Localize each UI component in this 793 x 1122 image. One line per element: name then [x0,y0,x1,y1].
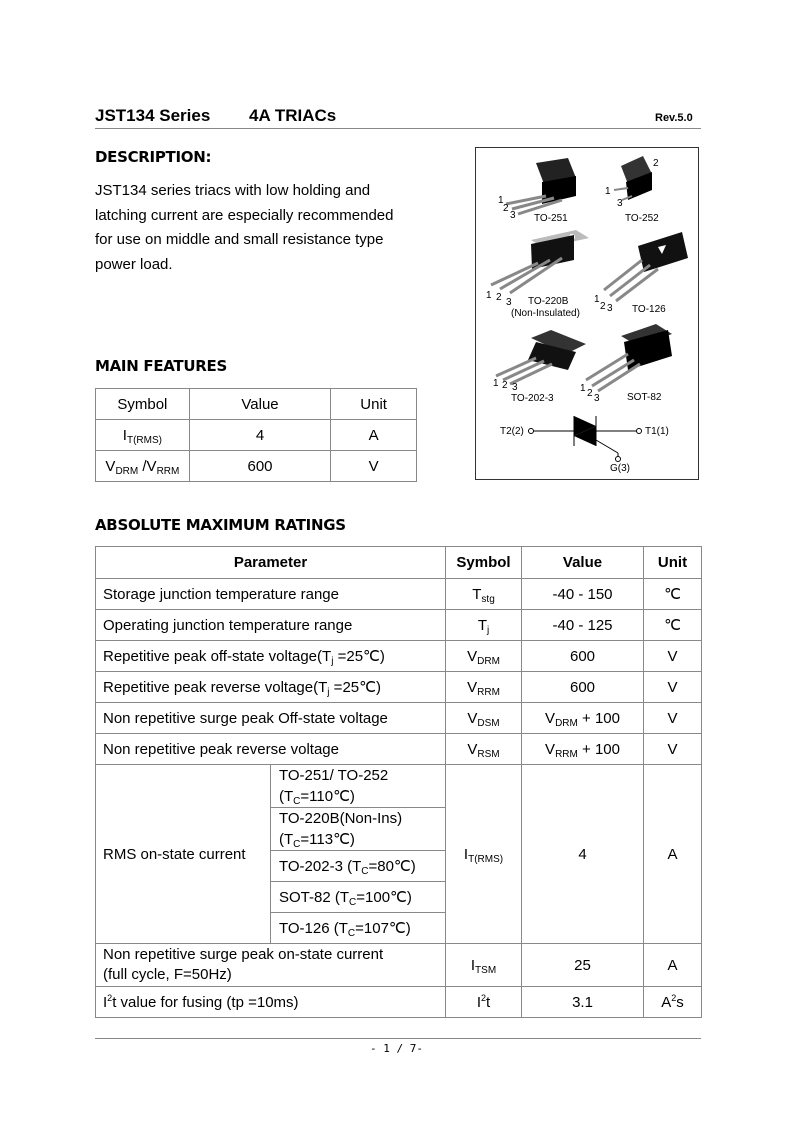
description-text [95,179,440,277]
value-cell: $V_{RRM} + 100$ [522,734,644,765]
value-cell: -40 - 150 [522,579,644,610]
symbol-cell: $T_j$ [446,610,522,641]
table-header-row [96,389,417,420]
unit-cell: V [644,703,702,734]
column-header: Unit [331,389,417,420]
unit-cell: $A^2s$ [644,987,702,1018]
pin-label: 2 [502,380,508,391]
pin-label: 3 [607,303,613,314]
absolute-max-ratings-table [95,546,702,1018]
value-cell: 4 [522,765,644,944]
pin-label: 1 [594,294,600,305]
terminal-gate-label: G(3) [610,463,630,474]
column-header: Parameter [96,547,446,579]
unit-cell: ℃ [644,610,702,641]
unit-cell: V [644,672,702,703]
unit-cell: A [331,420,417,451]
condition-cell: SOT-82 $(T_C=100℃)$ [271,882,446,913]
parameter-cell: Non repetitive surge peak Off-state voltage [96,703,446,734]
parameter-cell: Operating junction temperature range [96,610,446,641]
table-row [96,672,702,703]
absolute-max-ratings-heading: ABSOLUTE MAXIMUM RATINGS [95,516,346,534]
unit-cell: V [331,451,417,482]
parameter-cell: Repetitive peak off-state $voltage(T_j$ =25℃) [96,641,446,672]
document-series-title: JST134 Series [95,106,211,125]
value-cell: -40 - 125 [522,610,644,641]
pin-label: 3 [506,297,512,308]
table-row [96,641,702,672]
terminal-t1-label: T1(1) [645,426,669,437]
condition-cell: TO-202-3 $(T_C=80℃)$ [271,851,446,882]
pin-label: 3 [512,382,518,393]
description-line: power load. [95,255,173,273]
pin-label: 1 [486,290,492,301]
condition-cell: TO-220B(Non-Ins) $(T_C=113℃)$ [271,808,446,851]
pin-label: 2 [653,158,659,169]
column-header: Unit [644,547,702,579]
description-line: latching current are especially recommended [95,206,394,224]
revision-label: Rev.5.0 [655,112,693,124]
parameter-cell: Repetitive peak reverse $voltage(T_j$ =25℃) [96,672,446,703]
parameter-cell: $I^2t$ value for fusing (tp =10ms) [96,987,446,1018]
pin-label: 2 [600,301,606,312]
table-row [96,579,702,610]
parameter-cell: RMS on-state current [96,765,271,944]
to-251-package-icon [506,158,576,214]
value-cell: 4 [189,420,330,451]
package-outline-figure [475,147,699,480]
table-row [96,610,702,641]
column-header: Value [522,547,644,579]
to-252-package-icon [614,156,652,200]
value-cell: $V_{DRM} + 100$ [522,703,644,734]
to-220b-note: (Non-Insulated) [511,308,580,319]
unit-cell: V [644,734,702,765]
pin-label: 1 [580,383,586,394]
table-row [96,420,417,451]
footer-rule [95,1038,701,1039]
description-line: for use on middle and small resistance type [95,231,384,248]
pin-label: 2 [587,388,593,399]
pin-label: 1 [498,195,504,206]
pin-label: 3 [594,393,600,404]
pin-label: 3 [617,198,623,209]
to-251-label: TO-251 [534,213,568,224]
main-features-table [95,388,417,482]
value-cell: 25 [522,944,644,987]
unit-cell: A [644,765,702,944]
parameter-cell: Storage junction temperature range [96,579,446,610]
header-rule [95,128,701,129]
parameter-cell: Non repetitive surge peak on-state current (full cycle, F=50Hz) [96,944,446,987]
triac-symbol-icon [529,416,642,462]
symbol-cell: $V_{DRM}$ [446,641,522,672]
symbol-cell: $I^2t$ [446,987,522,1018]
to-220b-label: TO-220B [528,296,569,307]
symbol-cell: $V_{DSM}$ [446,703,522,734]
symbol-cell: $T_{stg}$ [446,579,522,610]
pin-label: 1 [493,378,499,389]
symbol-cell: $V_{RRM}$ [446,672,522,703]
main-features-heading: MAIN FEATURES [95,357,227,375]
table-row [96,765,702,808]
parameter-cell: Non repetitive peak reverse voltage [96,734,446,765]
description-heading: DESCRIPTION: [95,148,212,166]
condition-cell: TO-251/ TO-252 $(T_C=110℃)$ [271,765,446,808]
to-202-3-package-icon [496,330,586,384]
value-cell: 3.1 [522,987,644,1018]
table-row [96,734,702,765]
condition-cell: TO-126 $(T_C=107℃)$ [271,913,446,944]
pin-label: 1 [605,186,611,197]
terminal-t2-label: T2(2) [500,426,524,437]
table-row [96,987,702,1018]
to-220b-package-icon [491,230,589,293]
to-202-3-label: TO-202-3 [511,393,554,404]
unit-cell: ℃ [644,579,702,610]
column-header: Symbol [446,547,522,579]
table-row [96,451,417,482]
unit-cell: V [644,641,702,672]
sot-82-label: SOT-82 [627,392,662,403]
to-252-label: TO-252 [625,213,659,224]
description-line: JST134 series triacs with low holding and [95,182,371,199]
pin-label: 2 [503,203,509,214]
value-cell: 600 [522,641,644,672]
value-cell: 600 [522,672,644,703]
table-row [96,703,702,734]
symbol-cell: $I_{T(RMS)}$ [96,420,190,451]
symbol-cell: $I_{TSM}$ [446,944,522,987]
column-header: Symbol [96,389,190,420]
table-header-row [96,547,702,579]
symbol-cell: $V_{RSM}$ [446,734,522,765]
sot-82-package-icon [586,324,672,391]
column-header: Value [189,389,330,420]
value-cell: 600 [189,451,330,482]
document-product-type: 4A TRIACs [249,106,337,125]
to-126-label: TO-126 [632,304,666,315]
symbol-cell: $I_{T(RMS)}$ [446,765,522,944]
pin-label: 3 [510,210,516,221]
to-126-package-icon [604,232,688,301]
pin-label: 2 [496,292,502,303]
symbol-cell: $V_{DRM}$ $/V_{RRM}$ [96,451,190,482]
page-number: - 1 / 7- [370,1042,423,1055]
unit-cell: A [644,944,702,987]
table-row [96,944,702,987]
